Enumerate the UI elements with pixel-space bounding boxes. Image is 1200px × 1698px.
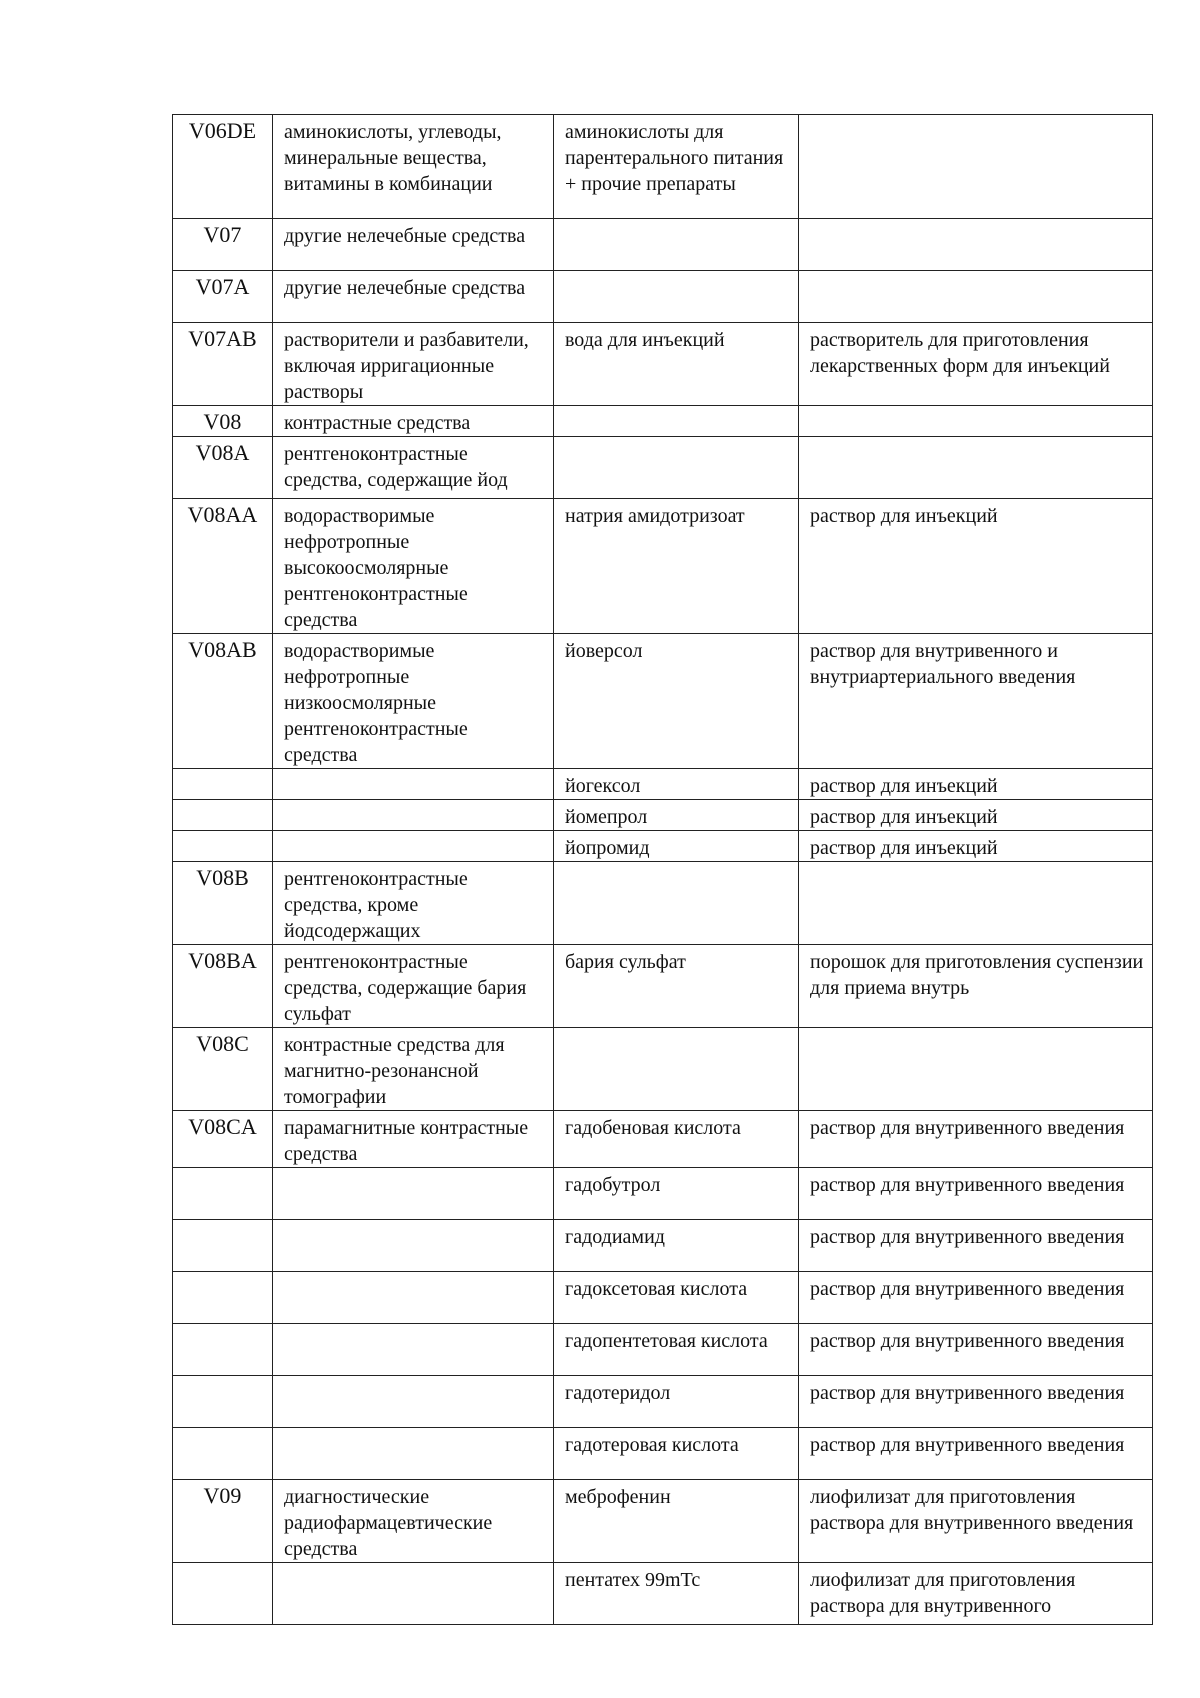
atc-code-cell: V08A	[173, 437, 273, 499]
group-name-cell	[273, 1324, 554, 1376]
drug-name-cell: йогексол	[554, 769, 799, 800]
drug-name-cell: гадоксетовая кислота	[554, 1272, 799, 1324]
table-row	[173, 437, 1153, 499]
group-name-cell: рентгеноконтрастные средства, содержащие бария сульфат	[273, 945, 554, 1028]
group-name-cell	[273, 1376, 554, 1428]
drug-name-cell: йоверсол	[554, 634, 799, 769]
table-row	[173, 1376, 1153, 1428]
group-name-cell: водорастворимые нефротропные высокоосмолярные рентгеноконтрастные средства	[273, 499, 554, 634]
table-row	[173, 800, 1153, 831]
drug-name-cell: меброфенин	[554, 1480, 799, 1563]
table-row	[173, 1028, 1153, 1111]
dosage-form-cell	[799, 115, 1153, 219]
table-row	[173, 1428, 1153, 1480]
group-name-cell: растворители и разбавители, включая ирригационные растворы	[273, 323, 554, 406]
dosage-form-cell: растворитель для приготовления лекарственных форм для инъекций	[799, 323, 1153, 406]
table-row	[173, 499, 1153, 634]
drug-name-cell	[554, 219, 799, 271]
atc-code-cell	[173, 1563, 273, 1625]
drug-name-cell	[554, 406, 799, 437]
atc-code-cell: V08AB	[173, 634, 273, 769]
atc-code-cell: V07	[173, 219, 273, 271]
drug-name-cell	[554, 1028, 799, 1111]
table-row	[173, 1324, 1153, 1376]
atc-code-cell: V07AB	[173, 323, 273, 406]
atc-code-cell: V08B	[173, 862, 273, 945]
table-body	[173, 115, 1153, 1625]
atc-code-cell	[173, 1168, 273, 1220]
atc-code-cell	[173, 800, 273, 831]
dosage-form-cell: раствор для инъекций	[799, 499, 1153, 634]
dosage-form-cell: раствор для внутривенного введения	[799, 1168, 1153, 1220]
dosage-form-cell	[799, 437, 1153, 499]
drug-name-cell: пентатех 99mTc	[554, 1563, 799, 1625]
table-row	[173, 115, 1153, 219]
table-row	[173, 219, 1153, 271]
drug-name-cell: гадобутрол	[554, 1168, 799, 1220]
dosage-form-cell: раствор для внутривенного введения	[799, 1220, 1153, 1272]
drug-name-cell	[554, 437, 799, 499]
atc-code-cell	[173, 1324, 273, 1376]
atc-code-cell: V08CA	[173, 1111, 273, 1168]
table-row	[173, 271, 1153, 323]
group-name-cell: парамагнитные контрастные средства	[273, 1111, 554, 1168]
group-name-cell: рентгеноконтрастные средства, содержащие йод	[273, 437, 554, 499]
dosage-form-cell	[799, 271, 1153, 323]
dosage-form-cell: лиофилизат для приготовления раствора для внутривенного введения	[799, 1480, 1153, 1563]
drug-name-cell: гадобеновая кислота	[554, 1111, 799, 1168]
table-row	[173, 945, 1153, 1028]
dosage-form-cell	[799, 406, 1153, 437]
atc-code-cell: V07A	[173, 271, 273, 323]
drug-name-cell: йопромид	[554, 831, 799, 862]
dosage-form-cell: раствор для внутривенного и внутриартериального введения	[799, 634, 1153, 769]
table-row	[173, 1111, 1153, 1168]
dosage-form-cell: порошок для приготовления суспензии для приема внутрь	[799, 945, 1153, 1028]
table-row	[173, 1480, 1153, 1563]
dosage-form-cell: раствор для инъекций	[799, 769, 1153, 800]
atc-code-cell: V08AA	[173, 499, 273, 634]
table-row	[173, 862, 1153, 945]
dosage-form-cell: раствор для внутривенного введения	[799, 1428, 1153, 1480]
atc-code-cell	[173, 1428, 273, 1480]
atc-code-cell: V06DE	[173, 115, 273, 219]
drug-name-cell: йомепрол	[554, 800, 799, 831]
drug-name-cell	[554, 862, 799, 945]
atc-code-cell	[173, 1272, 273, 1324]
atc-code-cell: V08C	[173, 1028, 273, 1111]
drug-name-cell: гадотеровая кислота	[554, 1428, 799, 1480]
drug-table	[172, 114, 1153, 1625]
table-row	[173, 1220, 1153, 1272]
drug-name-cell: гадотеридол	[554, 1376, 799, 1428]
dosage-form-cell: раствор для внутривенного введения	[799, 1324, 1153, 1376]
table-row	[173, 323, 1153, 406]
dosage-form-cell: лиофилизат для приготовления раствора для внутривенного	[799, 1563, 1153, 1625]
atc-code-cell: V08BA	[173, 945, 273, 1028]
group-name-cell	[273, 1428, 554, 1480]
dosage-form-cell	[799, 219, 1153, 271]
group-name-cell	[273, 800, 554, 831]
atc-code-cell	[173, 769, 273, 800]
drug-name-cell: аминокислоты для парентерального питания + прочие препараты	[554, 115, 799, 219]
group-name-cell	[273, 769, 554, 800]
table-row	[173, 831, 1153, 862]
group-name-cell	[273, 1220, 554, 1272]
group-name-cell: диагностические радиофармацевтические средства	[273, 1480, 554, 1563]
drug-name-cell: натрия амидотризоат	[554, 499, 799, 634]
group-name-cell: рентгеноконтрастные средства, кроме йодсодержащих	[273, 862, 554, 945]
group-name-cell: контрастные средства	[273, 406, 554, 437]
dosage-form-cell	[799, 862, 1153, 945]
group-name-cell: другие нелечебные средства	[273, 271, 554, 323]
dosage-form-cell: раствор для внутривенного введения	[799, 1376, 1153, 1428]
table-row	[173, 1563, 1153, 1625]
drug-name-cell: бария сульфат	[554, 945, 799, 1028]
dosage-form-cell: раствор для внутривенного введения	[799, 1111, 1153, 1168]
table-row	[173, 634, 1153, 769]
table-row	[173, 1168, 1153, 1220]
group-name-cell: другие нелечебные средства	[273, 219, 554, 271]
atc-code-cell: V08	[173, 406, 273, 437]
dosage-form-cell: раствор для инъекций	[799, 800, 1153, 831]
drug-name-cell	[554, 271, 799, 323]
drug-name-cell: гадодиамид	[554, 1220, 799, 1272]
group-name-cell	[273, 1168, 554, 1220]
group-name-cell	[273, 831, 554, 862]
group-name-cell: водорастворимые нефротропные низкоосмолярные рентгеноконтрастные средства	[273, 634, 554, 769]
group-name-cell	[273, 1272, 554, 1324]
table-row	[173, 406, 1153, 437]
dosage-form-cell: раствор для инъекций	[799, 831, 1153, 862]
table-row	[173, 769, 1153, 800]
drug-name-cell: гадопентетовая кислота	[554, 1324, 799, 1376]
atc-code-cell	[173, 1376, 273, 1428]
dosage-form-cell	[799, 1028, 1153, 1111]
atc-code-cell	[173, 1220, 273, 1272]
drug-name-cell: вода для инъекций	[554, 323, 799, 406]
atc-code-cell: V09	[173, 1480, 273, 1563]
table-row	[173, 1272, 1153, 1324]
group-name-cell	[273, 1563, 554, 1625]
atc-code-cell	[173, 831, 273, 862]
group-name-cell: аминокислоты, углеводы, минеральные вещества, витамины в комбинации	[273, 115, 554, 219]
dosage-form-cell: раствор для внутривенного введения	[799, 1272, 1153, 1324]
group-name-cell: контрастные средства для магнитно-резонансной томографии	[273, 1028, 554, 1111]
